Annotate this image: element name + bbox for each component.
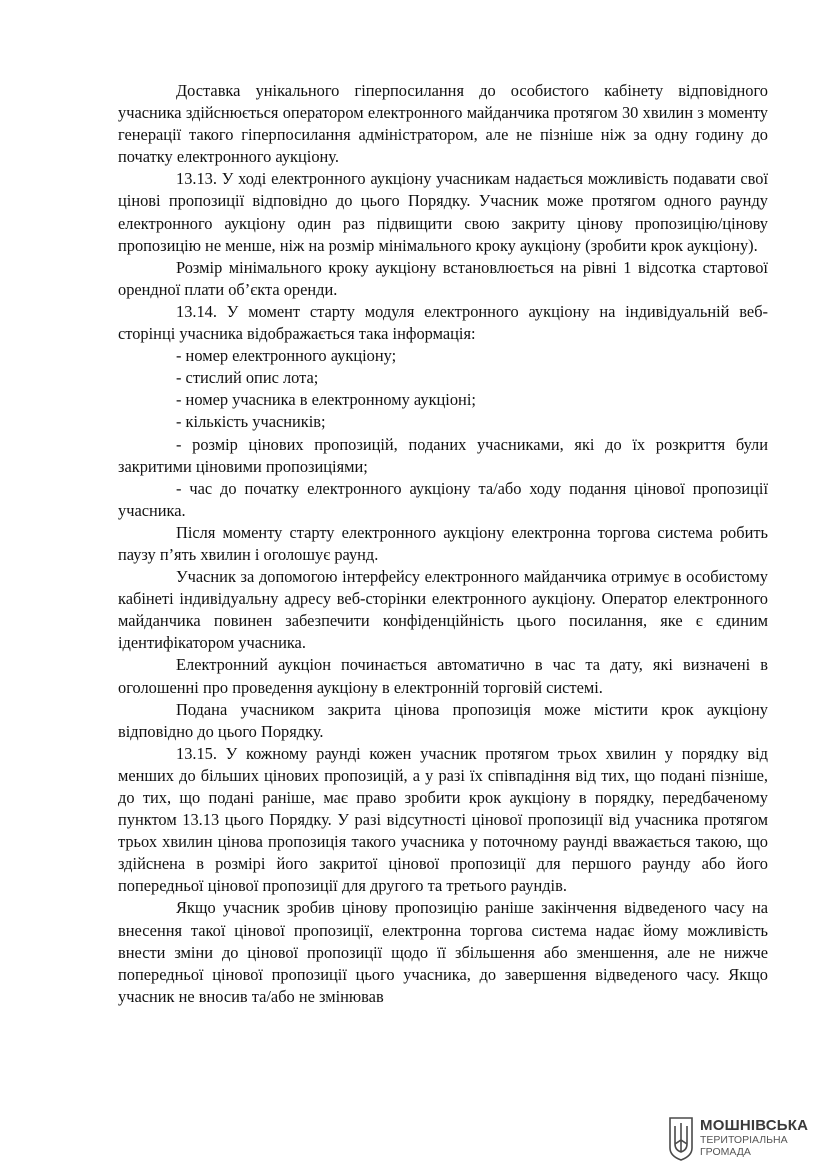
list-item: - стислий опис лота; — [176, 368, 319, 388]
list-item: - номер учасника в електронному аукціоні; — [176, 390, 476, 410]
paragraph: Розмір мінімального кроку аукціону встановлюється на рівні 1 відсотка стартової орендної плати об’єкта оренди. — [118, 257, 768, 299]
paragraph: 13.13. У ході електронного аукціону учасникам надається можливість подавати свої цінові пропозиції відповідно до цього Порядку. Учасник може протягом одного раунду електронного аукціону один раз підвищити свою закриту цінову пропозицію/цінову пропозицію не менше, ніж на розмір мінімального кроку аукціону (зробити крок аукціону). — [118, 169, 768, 255]
paragraph: Після моменту старту електронного аукціону електронна торгова система робить паузу п’ять хвилин і оголошує раунд. — [118, 522, 768, 564]
paragraph: Доставка унікального гіперпосилання до особистого кабінету відповідного учасника здійснюється оператором електронного майданчика протягом 30 хвилин з моменту генерації такого гіперпосилання адміністратором, але не пізніше ніж за одну годину до початку електронного аукціону. — [118, 81, 768, 167]
list-item: - час до початку електронного аукціону та/або ходу подання цінової пропозиції учасника. — [118, 478, 768, 520]
paragraph: Електронний аукціон починається автоматично в час та дату, які визначені в оголошенні про проведення аукціону в електронній торговій системі. — [118, 655, 768, 697]
paragraph: Учасник за допомогою інтерфейсу електронного майданчика отримує в особистому кабінеті індивідуальну адресу веб-сторінки електронного аукціону. Оператор електронного майданчика повинен забезпечити конфіденційність цього посилання, яке є єдиним ідентифікатором учасника. — [118, 567, 768, 653]
logo-subtitle: ТЕРИТОРІАЛЬНА — [700, 1134, 788, 1146]
list-item: - номер електронного аукціону; — [176, 346, 397, 366]
paragraph: 13.14. У момент старту модуля електронного аукціону на індивідуальній веб-сторінці учасника відображається така інформація: — [118, 301, 768, 344]
logo-title: МОШНІВСЬКА — [700, 1117, 809, 1134]
logo-subtitle: ГРОМАДА — [700, 1146, 751, 1158]
community-logo — [668, 1112, 818, 1164]
trident-icon — [668, 1114, 694, 1162]
paragraph: Якщо учасник зробив цінову пропозицію раніше закінчення відведеного часу на внесення такої цінової пропозиції, електронна торгова система надає йому можливість внести зміни до цінової пропозиції щодо її збільшення або зменшення, але не нижче попередньої цінової пропозиції цього учасника, до завершення відведеного часу. Якщо учасник не вносив та/або не змінював — [118, 898, 768, 1006]
paragraph: Подана учасником закрита цінова пропозиція може містити крок аукціону відповідно до цього Порядку. — [118, 699, 768, 741]
list-item: - кількість учасників; — [176, 412, 326, 432]
paragraph: 13.15. У кожному раунді кожен учасник протягом трьох хвилин у порядку від менших до більших цінових пропозицій, а у разі їх співпадіння від тих, що подані пізніше, до тих, що подані раніше, має право зробити крок аукціону в порядку, передбаченому пунктом 13.13 цього Порядку. У разі відсутності цінової пропозиції від учасника протягом трьох хвилин цінова пропозиція такого учасника у поточному раунді вважається такою, що здійснена в розмірі його закритої цінової пропозиції для першого раунду або його попередньої цінової пропозиції для другого та третього раундів. — [118, 743, 768, 896]
document-body — [118, 80, 768, 1008]
list-item: - розмір цінових пропозицій, поданих учасниками, які до їх розкриття були закритими ціновими пропозиціями; — [118, 434, 768, 476]
